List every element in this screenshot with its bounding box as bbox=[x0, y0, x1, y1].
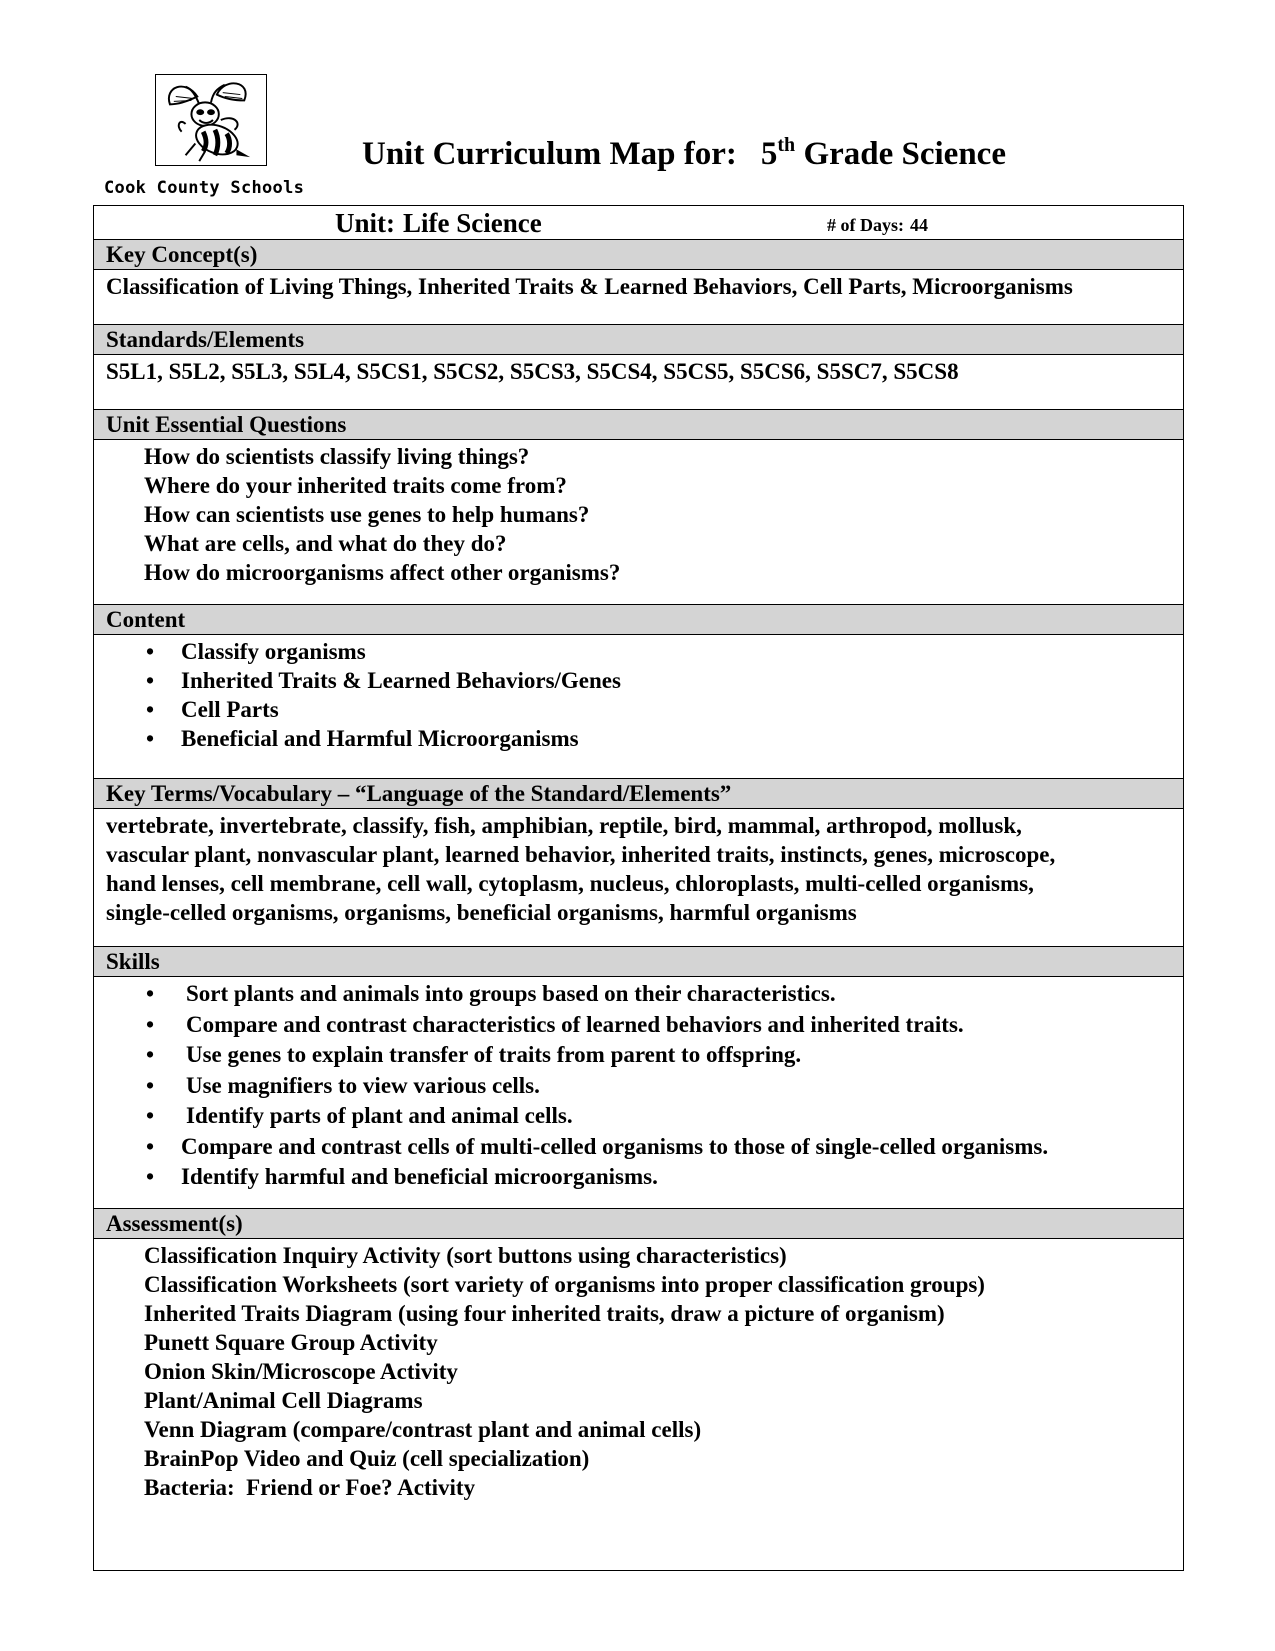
assessment-item: Classification Worksheets (sort variety of organisms into proper classification groups) bbox=[144, 1272, 985, 1297]
vocabulary-body bbox=[94, 809, 1183, 947]
assessment-item: Inherited Traits Diagram (using four inherited traits, draw a picture of organism) bbox=[144, 1301, 945, 1326]
unit-title bbox=[335, 208, 542, 239]
skill-item: • Sort plants and animals into groups based on their characteristics. bbox=[94, 979, 1183, 1010]
skill-item: • Use magnifiers to view various cells. bbox=[94, 1071, 1183, 1102]
unit-row bbox=[94, 206, 1183, 240]
skills-body bbox=[94, 977, 1183, 1209]
school-logo bbox=[155, 74, 267, 166]
title-prefix: Unit Curriculum Map for: bbox=[362, 136, 737, 172]
skill-item: • Identify harmful and beneficial microorganisms. bbox=[94, 1162, 1183, 1193]
days-value: 44 bbox=[910, 215, 928, 235]
vocabulary-line: single-celled organisms, organisms, beneficial organisms, harmful organisms bbox=[106, 900, 857, 925]
grade-suffix: th bbox=[777, 134, 796, 156]
grade-number: 5 bbox=[760, 136, 778, 172]
essential-question: How do microorganisms affect other organisms? bbox=[144, 560, 621, 585]
assessment-item: Plant/Animal Cell Diagrams bbox=[144, 1388, 423, 1413]
unit-name: Life Science bbox=[403, 208, 542, 238]
vocabulary-heading: Key Terms/Vocabulary – “Language of the Standard/Elements” bbox=[94, 779, 1183, 809]
skill-item: • Compare and contrast characteristics of learned behaviors and inherited traits. bbox=[94, 1010, 1183, 1041]
assessments-body bbox=[94, 1239, 1183, 1502]
vocabulary-line: vertebrate, invertebrate, classify, fish, amphibian, reptile, bird, mammal, arthropod, mollusk, bbox=[106, 813, 1022, 838]
key-concepts-body bbox=[94, 270, 1183, 325]
content-body bbox=[94, 635, 1183, 779]
hornet-mascot-icon bbox=[156, 75, 266, 165]
vocabulary-line: hand lenses, cell membrane, cell wall, cytoplasm, nucleus, chloroplasts, multi-celled organisms, bbox=[106, 871, 1034, 896]
assessment-item: Venn Diagram (compare/contrast plant and animal cells) bbox=[144, 1417, 702, 1442]
grade-subject: Grade Science bbox=[803, 136, 1006, 172]
skills-list bbox=[94, 977, 1183, 1193]
standards-heading: Standards/Elements bbox=[94, 325, 1183, 355]
essential-question: How can scientists use genes to help humans? bbox=[144, 502, 590, 527]
standards-text: S5L1, S5L2, S5L3, S5L4, S5CS1, S5CS2, S5CS3, S5CS4, S5CS5, S5CS6, S5SC7, S5CS8 bbox=[106, 359, 959, 384]
days-label: # of Days: bbox=[827, 215, 904, 235]
key-concepts-text: Classification of Living Things, Inherited Traits & Learned Behaviors, Cell Parts, Microorganisms bbox=[106, 274, 1073, 299]
skill-item: • Use genes to explain transfer of traits from parent to offspring. bbox=[94, 1040, 1183, 1071]
essential-questions-body bbox=[94, 440, 1183, 605]
essential-question: What are cells, and what do they do? bbox=[144, 531, 507, 556]
vocabulary-line: vascular plant, nonvascular plant, learned behavior, inherited traits, instincts, genes, microscope, bbox=[106, 842, 1056, 867]
unit-days bbox=[827, 215, 928, 236]
assessments-heading: Assessment(s) bbox=[94, 1209, 1183, 1239]
skills-heading: Skills bbox=[94, 947, 1183, 977]
skill-item: • Compare and contrast cells of multi-celled organisms to those of single-celled organisms. bbox=[94, 1132, 1183, 1163]
key-concepts-heading: Key Concept(s) bbox=[94, 240, 1183, 270]
assessment-item: Onion Skin/Microscope Activity bbox=[144, 1359, 458, 1384]
unit-label: Unit: bbox=[335, 208, 395, 238]
assessment-item: Bacteria: Friend or Foe? Activity bbox=[144, 1475, 476, 1500]
essential-question: Where do your inherited traits come from? bbox=[144, 473, 567, 498]
assessment-item: BrainPop Video and Quiz (cell specialization) bbox=[144, 1446, 590, 1471]
essential-questions-heading: Unit Essential Questions bbox=[94, 410, 1183, 440]
content-list bbox=[94, 635, 1183, 753]
curriculum-map-table bbox=[93, 205, 1184, 1571]
assessment-item: Classification Inquiry Activity (sort buttons using characteristics) bbox=[144, 1243, 787, 1268]
content-item: • Classify organisms bbox=[94, 637, 1183, 666]
content-item: • Beneficial and Harmful Microorganisms bbox=[94, 724, 1183, 753]
standards-body bbox=[94, 355, 1183, 410]
content-item: • Inherited Traits & Learned Behaviors/Genes bbox=[94, 666, 1183, 695]
document-title bbox=[362, 136, 1006, 173]
essential-question: How do scientists classify living things? bbox=[144, 444, 530, 469]
skill-item: • Identify parts of plant and animal cells. bbox=[94, 1101, 1183, 1132]
content-heading: Content bbox=[94, 605, 1183, 635]
assessment-item: Punett Square Group Activity bbox=[144, 1330, 438, 1355]
school-name: Cook County Schools bbox=[104, 178, 305, 198]
content-item: • Cell Parts bbox=[94, 695, 1183, 724]
